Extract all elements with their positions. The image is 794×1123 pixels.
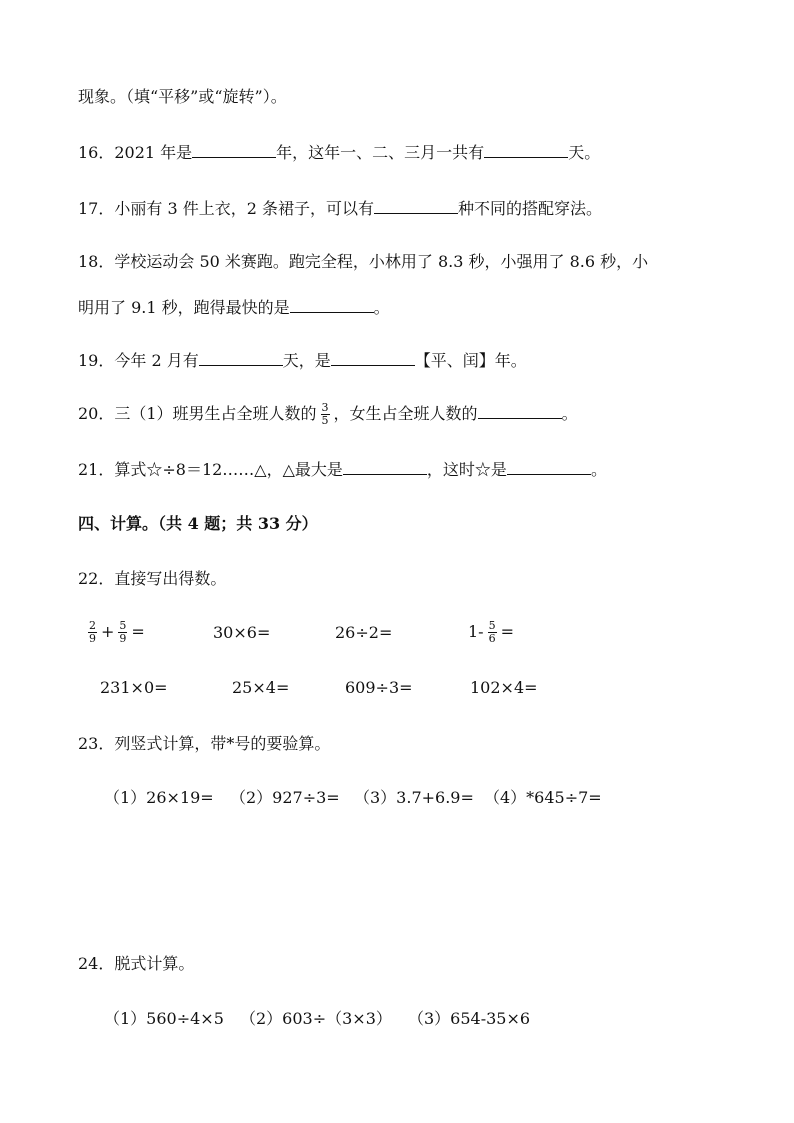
vertical-calc-4: （4）*645÷7= [484,788,602,807]
q17-text-a: 17．小丽有 3 件上衣，2 条裙子，可以有 [78,199,374,218]
stepwise-calc-3: （3）654-35×6 [408,1009,531,1028]
fraction-denominator: 5 [321,414,329,427]
q20-text-c: 。 [561,404,578,423]
expr-26div2: 26÷2= [335,623,393,642]
fraction-numerator: 5 [488,619,496,632]
section-4-heading: 四、计算。（共 4 题；共 33 分） [78,514,318,533]
stepwise-calc-1: （1）560÷4×5 [104,1009,224,1028]
equals-sign: = [131,622,145,641]
expr-fraction-sum [88,620,145,645]
expr-25x4: 25×4= [232,678,290,697]
answer-blank[interactable] [484,141,568,158]
fraction [488,620,497,645]
q18-text-b: 。 [373,298,390,317]
q19-text-c: 【平、闰】年。 [414,351,527,370]
answer-blank[interactable] [290,296,374,313]
vertical-calc-2: （2）927÷3= [230,788,340,807]
expr-102x4: 102×4= [470,678,538,697]
question-21 [78,458,607,481]
q16-text-a: 16．2021 年是 [78,143,193,162]
answer-blank[interactable] [199,349,283,366]
question-20 [78,402,578,427]
fraction-denominator: 6 [488,632,496,645]
q21-text-b: ，这时☆是 [426,460,507,479]
vertical-calc-1: （1）26×19= [104,788,214,807]
q16-text-b: 年，这年一、二、三月一共有 [276,143,485,162]
fraction-denominator: 9 [119,632,127,645]
q19-text-a: 19．今年 2 月有 [78,351,199,370]
one-minus: 1- [468,622,484,641]
expr-231x0: 231×0= [100,678,168,697]
q16-text-c: 天。 [568,143,601,162]
question-23-title: 23．列竖式计算，带*号的要验算。 [78,734,331,753]
q21-text-c: 。 [590,460,607,479]
fraction-numerator: 5 [119,619,127,632]
q18-text-a: 明用了 9.1 秒，跑得最快的是 [78,298,290,317]
question-22-title: 22．直接写出得数。 [78,569,227,588]
expr-609div3: 609÷3= [345,678,413,697]
fraction-denominator: 9 [89,632,96,645]
question-24-title: 24．脱式计算。 [78,954,195,973]
answer-blank[interactable] [343,458,427,475]
fraction [321,402,330,427]
equals-sign: = [500,622,514,641]
q19-text-b: 天，是 [282,351,331,370]
expr-30x6: 30×6= [213,623,271,642]
q21-text-a: 21．算式☆÷8＝12……△，△最大是 [78,460,343,479]
q20-text-b: ，女生占全班人数的 [333,404,478,423]
q17-text-b: 种不同的搭配穿法。 [457,199,602,218]
fraction-numerator: 2 [89,619,96,632]
fraction [118,620,127,645]
question-18-line1: 18．学校运动会 50 米赛跑。跑完全程，小林用了 8.3 秒，小强用了 8.6 秒，小 [78,252,649,271]
expr-1-minus-fraction [468,620,514,645]
question-16 [78,141,600,164]
answer-blank[interactable] [478,402,562,419]
q20-text-a: 20．三（1）班男生占全班人数的 [78,404,317,423]
plus-sign: + [101,622,115,641]
q15-tail: 现象。（填“平移”或“旋转”）。 [78,87,287,106]
fraction [88,620,97,645]
answer-blank[interactable] [331,349,415,366]
answer-blank[interactable] [507,458,591,475]
stepwise-calc-2: （2）603÷（3×3） [240,1009,392,1028]
answer-blank[interactable] [192,141,276,158]
question-19 [78,349,527,372]
vertical-calc-3: （3）3.7+6.9= [354,788,474,807]
answer-blank[interactable] [374,197,458,214]
question-18-line2 [78,296,390,319]
question-17 [78,197,602,220]
fraction-numerator: 3 [321,401,329,414]
